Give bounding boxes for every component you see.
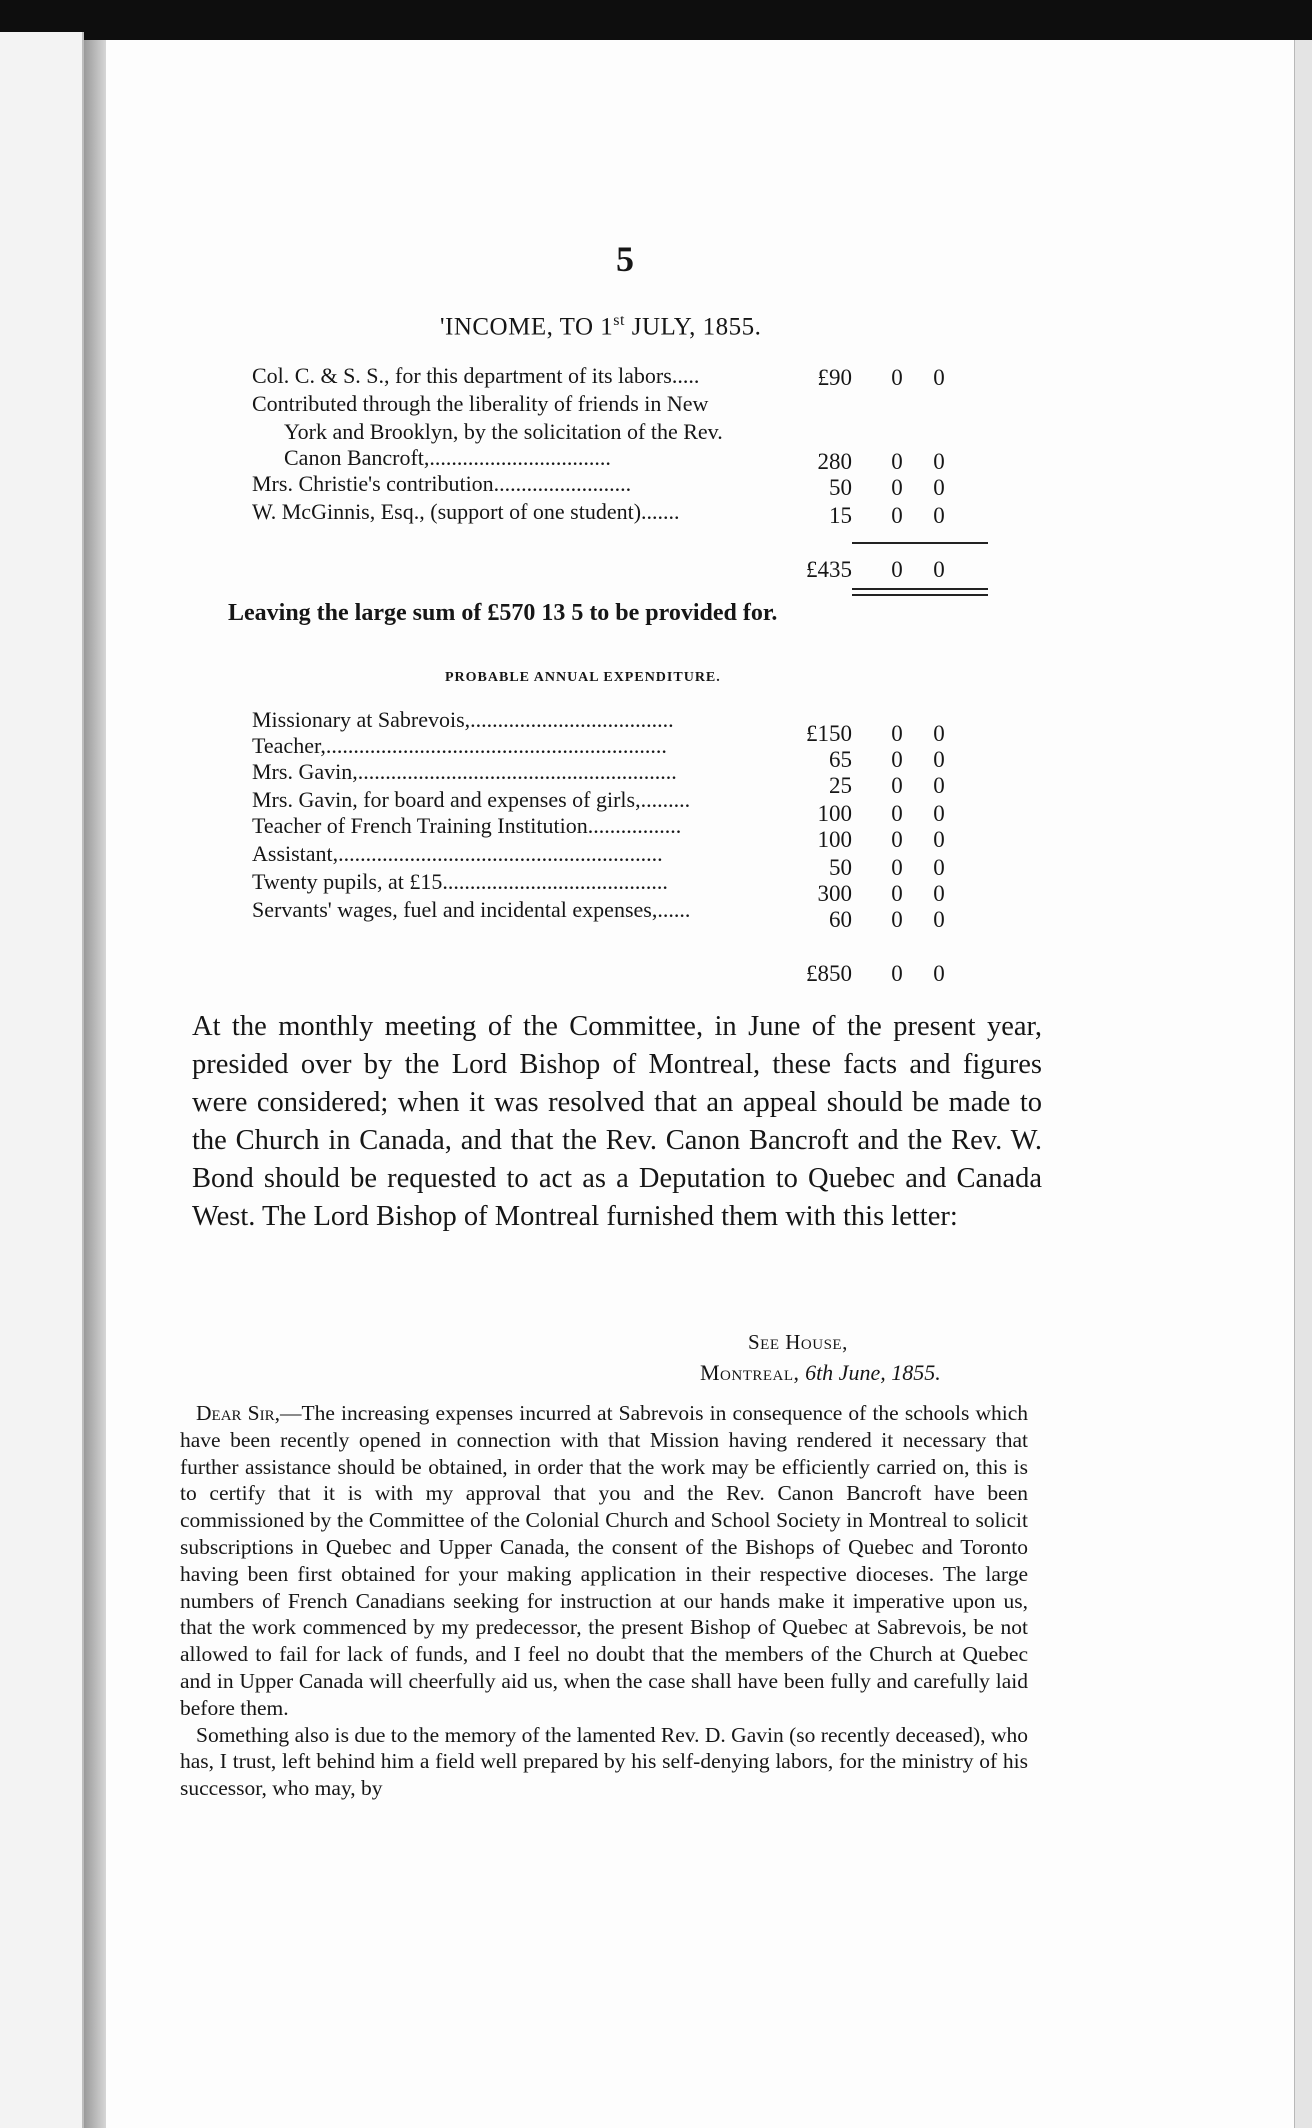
committee-paragraph: At the monthly meeting of the Committee, in June of the present year, presided over by the Lord Bishop of Montreal, these facts and figures were considered; when it was resolved that an appeal should be made to the Church in Canada, and that the Rev. Canon Bancroft and the Rev. W. Bond should be requested to act as a Deputation to Quebec and Canada West. The Lord Bishop of Montreal furnished them with this letter: <box>192 1011 1042 1232</box>
expenditure-item-text: Twenty pupils, at £15......................................... <box>252 869 668 894</box>
page-number: 5 <box>616 239 634 279</box>
income-item-text: Canon Bancroft,................................. <box>284 445 611 470</box>
income-rule <box>852 542 988 544</box>
expenditure-item-text: Teacher of French Training Institution................. <box>252 813 682 838</box>
income-item-pounds: 15 <box>829 503 852 528</box>
income-item-shillings: 0 <box>891 449 903 474</box>
expenditure-item-text: Mrs. Gavin,.......................................................... <box>252 759 677 784</box>
expenditure-item-pounds: 100 <box>817 801 852 826</box>
income-heading: 'INCOME, TO 1st JULY, 1855. <box>440 312 762 341</box>
income-item-text: W. McGinnis, Esq., (support of one student)....... <box>252 499 680 524</box>
expenditure-item-shillings: 0 <box>891 827 903 852</box>
income-item-pence: 0 <box>933 503 945 528</box>
income-item-text: Col. C. & S. S., for this department of its labors..... <box>252 363 700 388</box>
expenditure-item-text: Assistant,........................................................... <box>252 841 663 866</box>
expenditure-item-pence: 0 <box>933 801 945 826</box>
expenditure-item-text: Teacher,.............................................................. <box>252 733 667 758</box>
book-gutter <box>84 40 106 2128</box>
expenditure-item-shillings: 0 <box>891 747 903 772</box>
page-right-edge <box>1294 40 1312 2128</box>
expenditure-item-shillings: 0 <box>891 801 903 826</box>
bishop-letter <box>180 1400 1028 1802</box>
letter-paragraph: Something also is due to the memory of the lamented Rev. D. Gavin (so recently deceased), who has, I trust, left behind him a field well prepared by his self-denying labors, for the ministry of his successor, who may, by <box>180 1722 1028 1801</box>
letter-body: —The increasing expenses incurred at Sabrevois in consequence of the schools which have been recently opened in connection with that Mission having rendered it necessary that further assistance should be obtained, in order that the work may be efficiently carried on, this is to certify that it is with my approval that you and the Rev. Canon Bancroft have been commissioned by the Committee of the Colonial Church and School Society in Montreal to solicit subscriptions in Quebec and Upper Canada, the consent of the Bishops of Quebec and Toronto having been first obtained for your making application in their respective dioceses. The large numbers of French Canadians seeking for instruction at our hands make it imperative upon us, that the work commenced by my predecessor, the present Bishop of Quebec at Sabrevois, be not allowed to fail for lack of funds, and I feel no doubt that the members of the Church at Quebec and in Upper Canada will cheerfully aid us, when the case shall have been fully and carefully laid before them. <box>180 1401 1029 1720</box>
scanner-top-border <box>0 0 1312 40</box>
expenditure-item-pence: 0 <box>933 855 945 880</box>
expenditure-item-pounds: 25 <box>829 773 852 798</box>
letter-place: See House, <box>748 1330 848 1354</box>
expenditure-item-shillings: 0 <box>891 855 903 880</box>
expenditure-item-text: Mrs. Gavin, for board and expenses of girls,......... <box>252 787 691 812</box>
income-item-pounds: £90 <box>817 365 852 390</box>
income-item-shillings: 0 <box>891 365 903 390</box>
balance-statement: Leaving the large sum of £570 13 5 to be provided for. <box>228 600 778 626</box>
letter-dateline <box>700 1360 941 1386</box>
income-item-pence: 0 <box>933 475 945 500</box>
expenditure-item-pence: 0 <box>933 721 945 746</box>
income-item-text: Mrs. Christie's contribution......................... <box>252 471 632 496</box>
expenditure-heading: PROBABLE ANNUAL EXPENDITURE. <box>445 670 721 685</box>
letter-paragraph <box>180 1400 1028 1722</box>
expenditure-item-pence: 0 <box>933 747 945 772</box>
expenditure-item-pence: 0 <box>933 827 945 852</box>
income-double-rule <box>852 594 988 596</box>
income-item-pounds: 50 <box>829 475 852 500</box>
expenditure-item-shillings: 0 <box>891 721 903 746</box>
income-item-pence: 0 <box>933 365 945 390</box>
expenditure-item-text: Servants' wages, fuel and incidental expenses,...... <box>252 897 691 922</box>
expenditure-item-pounds: 100 <box>817 827 852 852</box>
income-item-text: Contributed through the liberality of friends in New <box>252 391 709 416</box>
facing-page-edge <box>0 32 84 2128</box>
expenditure-item-text: Missionary at Sabrevois,..................................... <box>252 707 674 732</box>
letter-date: 6th June, 1855. <box>799 1360 941 1385</box>
income-total-pence: 0 <box>933 557 945 582</box>
expenditure-item-pence: 0 <box>933 881 945 906</box>
income-total-pounds: £435 <box>806 557 852 582</box>
income-double-rule <box>852 588 988 590</box>
income-item-pence: 0 <box>933 449 945 474</box>
income-item-shillings: 0 <box>891 503 903 528</box>
income-item-text: York and Brooklyn, by the solicitation of the Rev. <box>284 419 723 444</box>
expenditure-total-pounds: £850 <box>806 961 852 986</box>
expenditure-total-shillings: 0 <box>891 961 903 986</box>
income-item-pounds: 280 <box>817 449 852 474</box>
expenditure-item-pounds: £150 <box>806 721 852 746</box>
expenditure-item-shillings: 0 <box>891 773 903 798</box>
expenditure-item-pounds: 300 <box>817 881 852 906</box>
expenditure-item-pounds: 50 <box>829 855 852 880</box>
expenditure-item-pounds: 60 <box>829 907 852 932</box>
income-total-shillings: 0 <box>891 557 903 582</box>
expenditure-item-shillings: 0 <box>891 881 903 906</box>
expenditure-item-pence: 0 <box>933 907 945 932</box>
expenditure-item-pounds: 65 <box>829 747 852 772</box>
expenditure-item-shillings: 0 <box>891 907 903 932</box>
expenditure-item-pence: 0 <box>933 773 945 798</box>
expenditure-total-pence: 0 <box>933 961 945 986</box>
income-item-shillings: 0 <box>891 475 903 500</box>
letter-salutation: Dear Sir, <box>196 1401 280 1425</box>
letter-city: Montreal, <box>700 1360 800 1385</box>
